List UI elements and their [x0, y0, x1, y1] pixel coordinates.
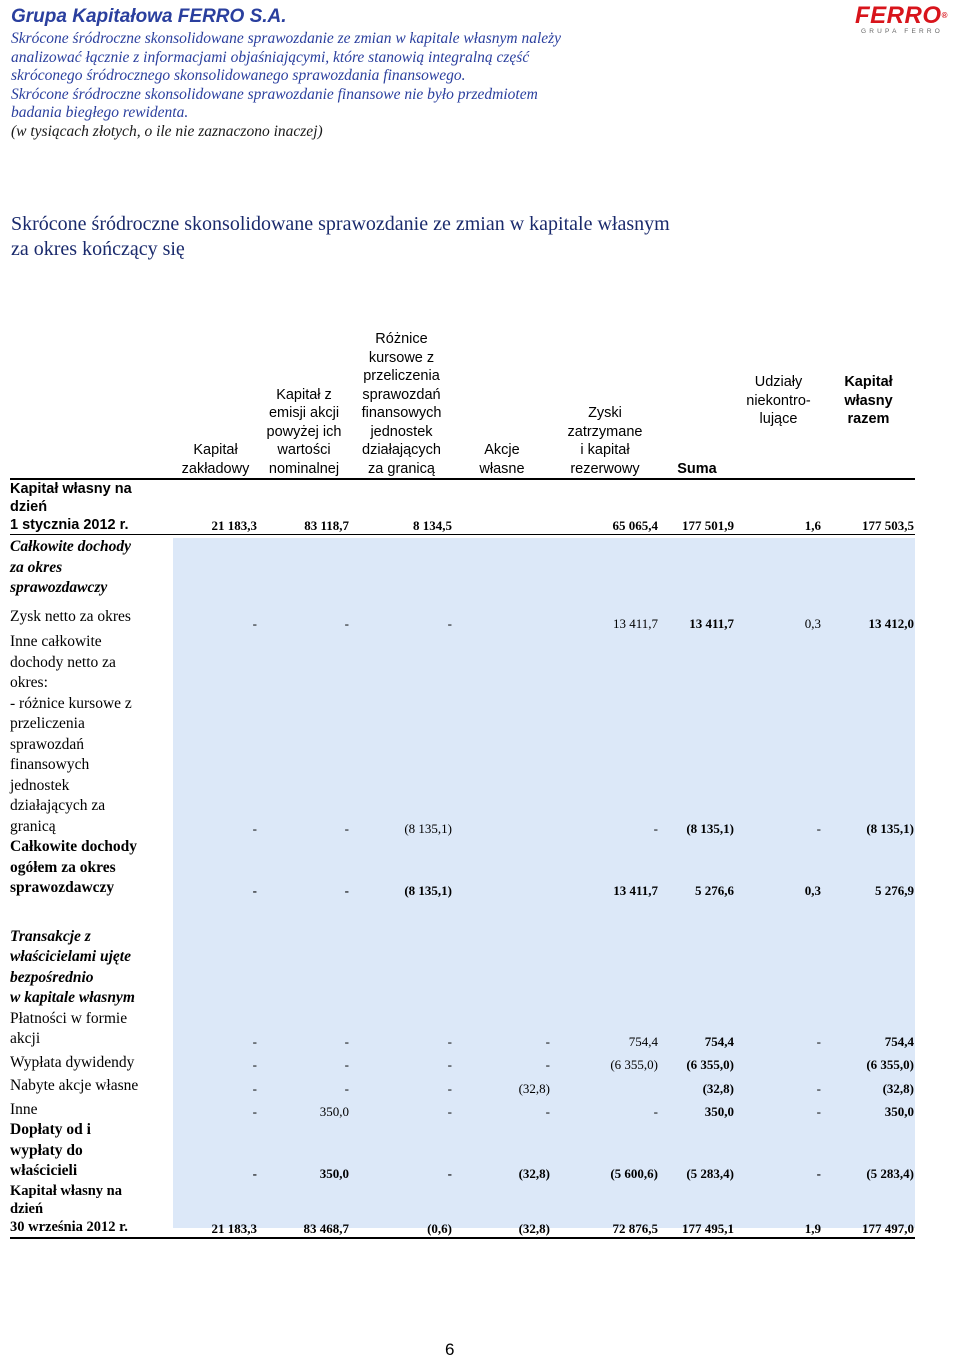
logo-wordmark: FERRO [855, 2, 942, 29]
row-label: Inne całkowite dochody netto za okres: - różnice kursowe z przeliczenia sprawozdań finansowych jednostek działających za granicą [10, 633, 132, 835]
row-label: Zysk netto za okres [10, 607, 131, 625]
document-header [11, 6, 811, 141]
table-row-closing-balance: Kapitał własny na dzień 30 września 2012 r. 21 183,3 83 468,7 (0,6) (32,8) 72 876,5 177 495,1 1,9 177 497,0 [10, 1182, 914, 1236]
table-row-share-payments: Płatności w formie akcji - - - - 754,4 754,4 - 754,4 [10, 1009, 914, 1049]
section-label: Całkowite dochody za okres sprawozdawczy [10, 538, 131, 596]
table-row-dividend: Wypłata dywidendy - - - - (6 355,0) (6 355,0) (6 355,0) [10, 1050, 915, 1074]
header-line-3: skróconego śródrocznego skonsolidowanego sprawozdania finansowego. [11, 67, 466, 84]
section-label: Transakcje z właścicielami ujęte bezpośrednio w kapitale własnym [10, 927, 135, 1006]
row-label: Inne [10, 1100, 38, 1118]
units-note: (w tysiącach złotych, o ile nie zaznaczono inaczej) [11, 122, 323, 140]
col-header-share-capital: Kapitał zakładowy [173, 330, 258, 479]
row-label: Dopłaty od i wypłaty do właścicieli [10, 1121, 91, 1179]
row-label: Wypłata dywidendy [10, 1053, 135, 1071]
table-row-treasury-shares: Nabyte akcje własne - - - (32,8) (32,8) - (32,8) [10, 1073, 915, 1097]
page-number: 6 [445, 1340, 455, 1359]
table-row-opening-balance: Kapitał własny na dzień 1 stycznia 2012 r. 21 183,3 83 118,7 8 134,5 65 065,4 177 501,9 1,6 177 503,5 [10, 481, 914, 533]
statement-title-line-1: Skrócone śródroczne skonsolidowane sprawozdanie ze zmian w kapitale własnym [11, 213, 670, 235]
header-line-1: Skrócone śródroczne skonsolidowane sprawozdanie ze zmian w kapitale własnym należy [11, 30, 562, 47]
statement-title-line-2: za okres kończący się [11, 238, 185, 260]
table-row-other: Inne - 350,0 - - - 350,0 - 350,0 [10, 1097, 915, 1121]
col-header-share-premium: Kapitał z emisji akcji powyżej ich wartości nominalnej [258, 330, 350, 479]
header-line-5: badania biegłego rewidenta. [11, 104, 189, 121]
header-line-4: Skrócone śródroczne skonsolidowane sprawozdanie finansowe nie było przedmiotem [11, 85, 538, 103]
row-label: Nabyte akcje własne [10, 1077, 139, 1094]
statement-title [11, 212, 911, 262]
table-row-other-income: Inne całkowite dochody netto za okres: - różnice kursowe z przeliczenia sprawozdań finansowych jednostek działających za granicą - - (8 135,1) - (8 135,1) - (8 135,1) [10, 633, 914, 836]
row-label: Kapitał własny na dzień 1 stycznia 2012 r. [10, 479, 173, 535]
row-label: Całkowite dochody ogółem za okres sprawozdawczy [10, 838, 138, 896]
row-label: Płatności w formie akcji [10, 1009, 128, 1047]
equity-changes-table [10, 330, 915, 1239]
column-header-row [10, 330, 915, 479]
table-row-total-income: Całkowite dochody ogółem za okres sprawozdawczy - - (8 135,1) 13 411,7 5 276,6 0,3 5 276,9 [10, 838, 914, 898]
header-line-2: analizować łącznie z informacjami objaśniającymi, które stanowią integralną część [11, 48, 530, 66]
col-header-retained-earnings: Zyski zatrzymane i kapitał rezerwowy [551, 330, 659, 479]
section-header-transactions [10, 899, 915, 1009]
company-name: Grupa Kapitałowa FERRO S.A. [11, 6, 287, 27]
logo-subtitle: GRUPA FERRO [861, 28, 944, 35]
col-header-fx-differences: Różnice kursowe z przeliczenia sprawozdań finansowych jednostek działających za granicą [350, 330, 453, 479]
section-header-total-income [10, 535, 915, 599]
col-header-total-equity: Kapitał własny razem [822, 330, 915, 479]
ferro-logo [855, 4, 955, 34]
table-row-contributions: Dopłaty od i wypłaty do właścicieli - 350,0 - (32,8) (5 600,6) (5 283,4) - (5 283,4) [10, 1121, 914, 1181]
col-header-minority: Udziały niekontro- lujące [735, 330, 822, 479]
col-header-treasury-shares: Akcje własne [453, 330, 551, 479]
registered-mark: ® [941, 11, 948, 20]
col-header-sum: Suma [659, 330, 735, 479]
row-label: Kapitał własny na dzień 30 września 2012 r. [10, 1182, 173, 1238]
table-row-net-profit: Zysk netto za okres - - - 13 411,7 13 411,7 0,3 13 412,0 [10, 599, 915, 633]
